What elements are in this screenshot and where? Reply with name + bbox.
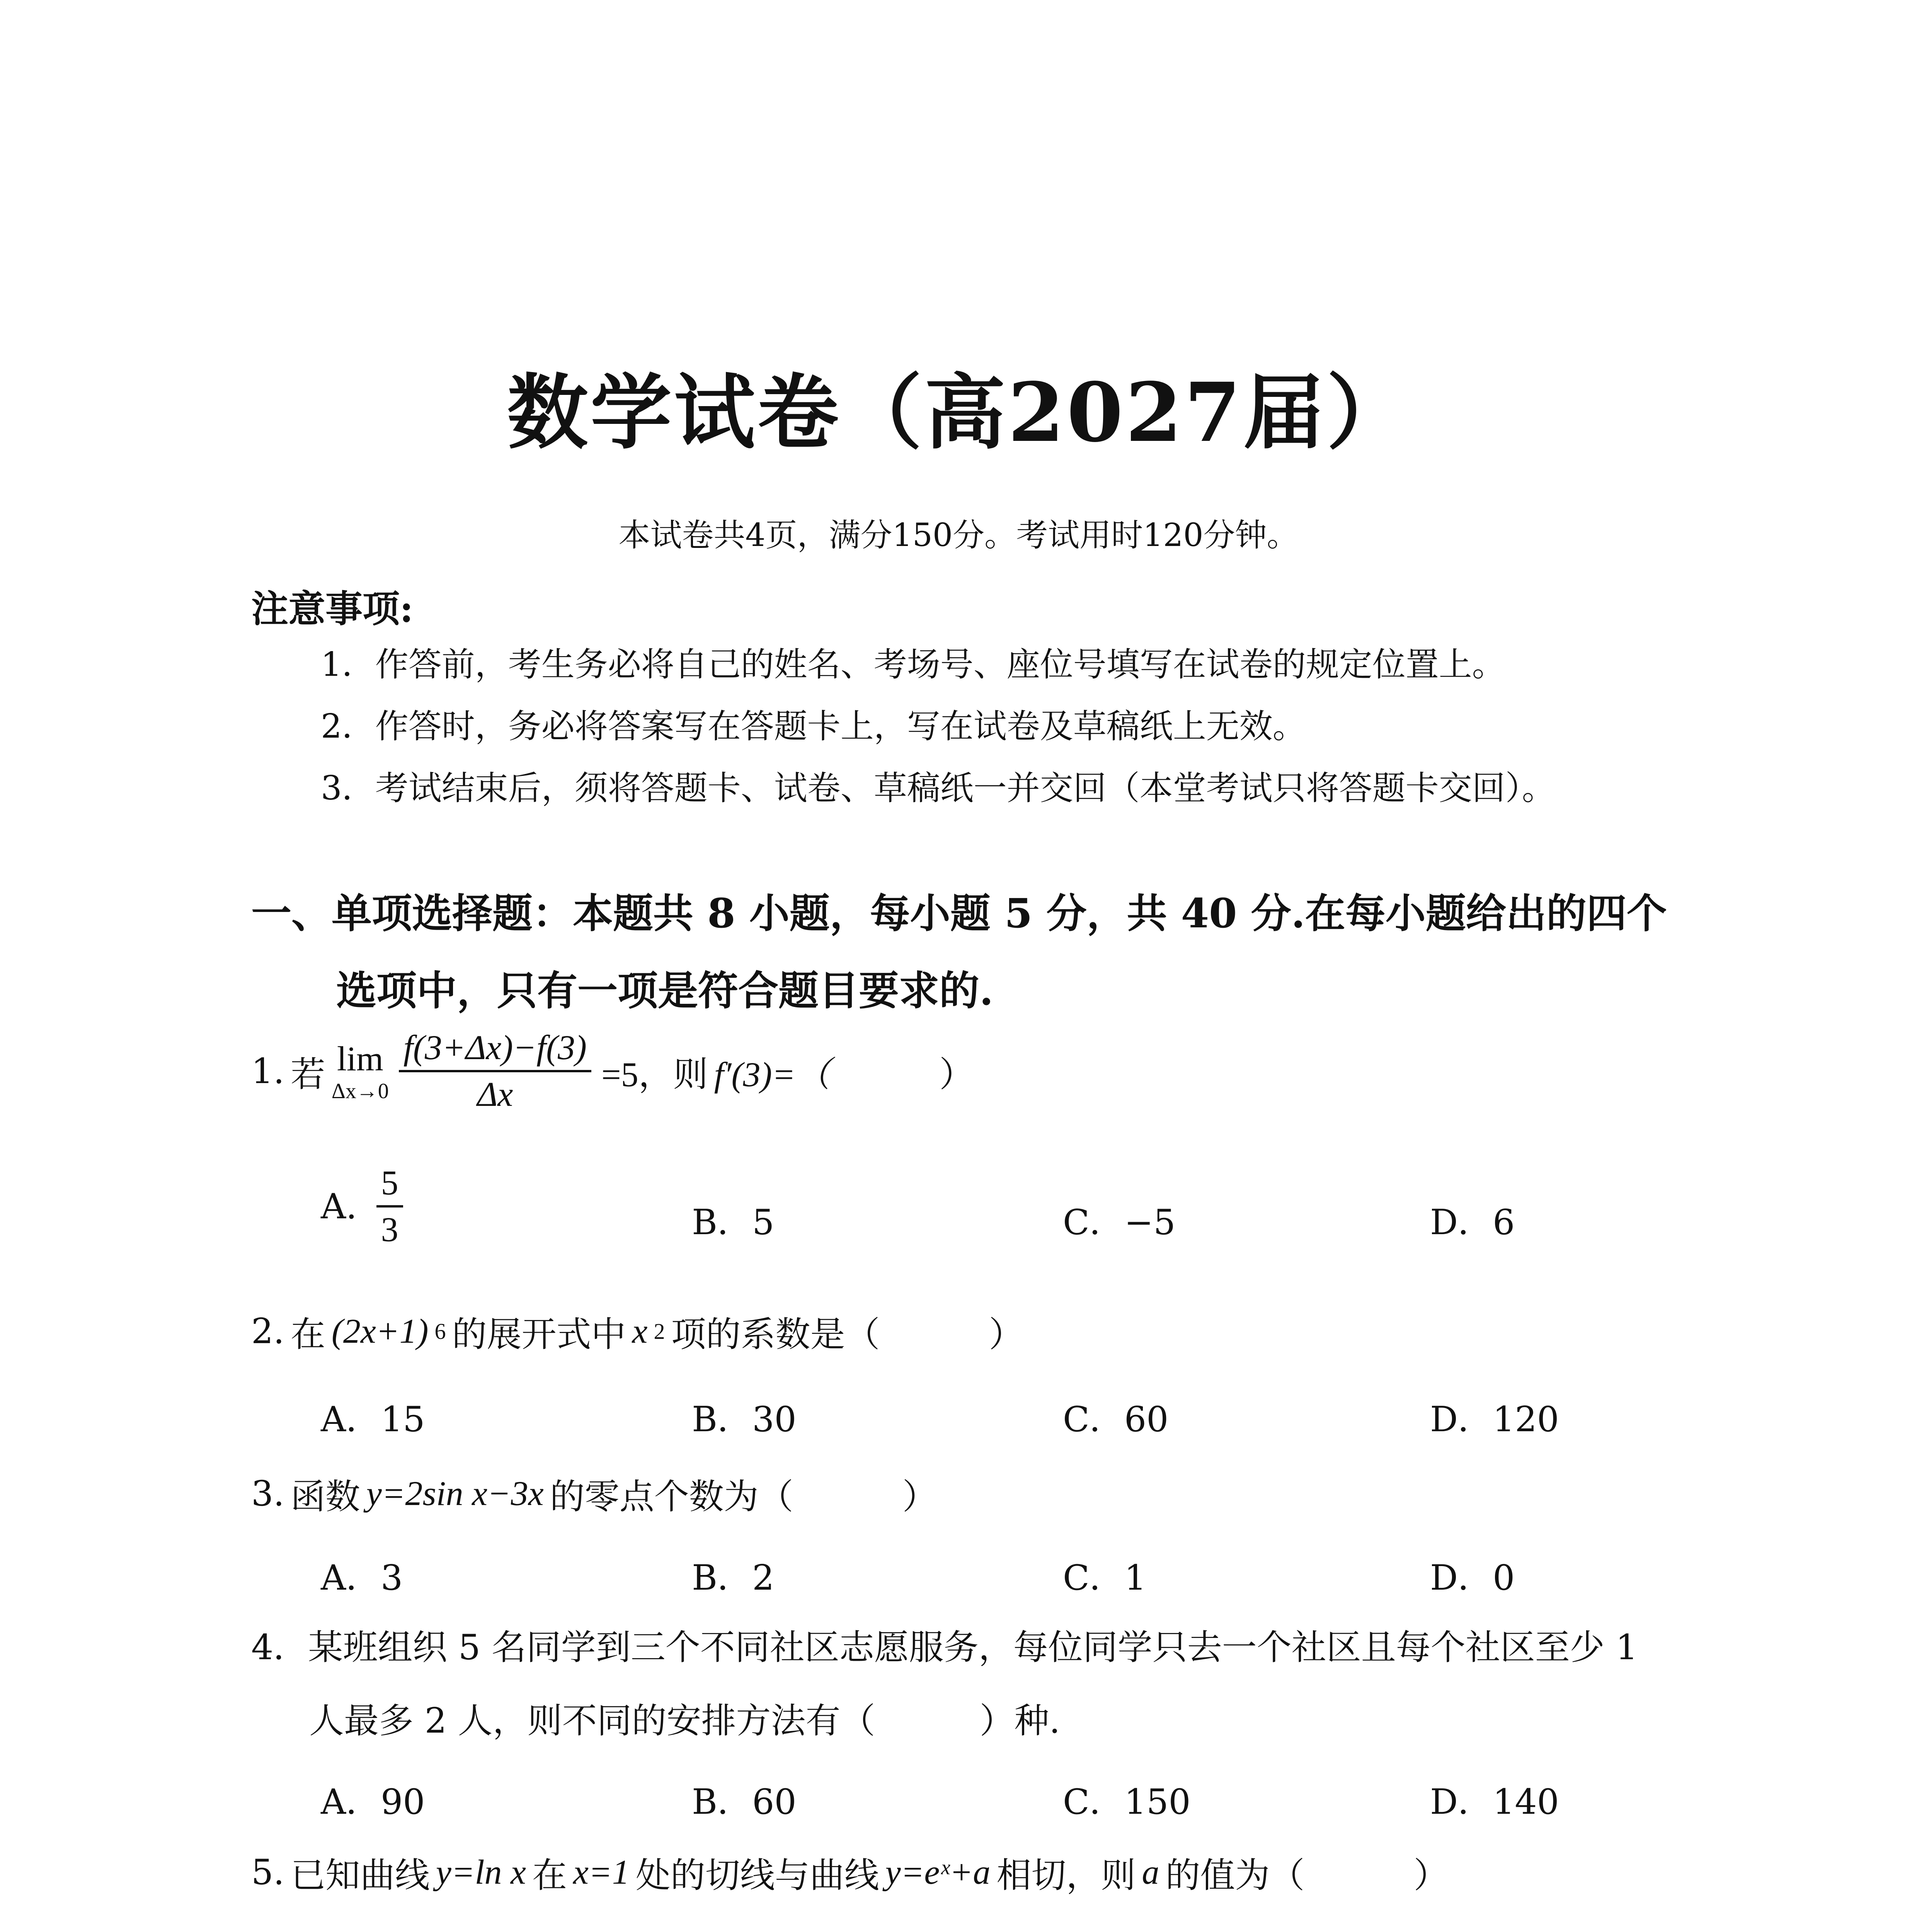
closing-paren: ） [902,1476,937,1517]
option-d: D．0 [1430,1558,1515,1598]
option-a [321,1928,403,1932]
question-number: 2. [251,1311,284,1352]
point-expression: x=1 [573,1853,630,1891]
notice-item-2: 2．作答时，务必将答案写在答题卡上，写在试卷及草稿纸上无效。 [321,707,1306,746]
fraction-numerator: f(3+Δx)−f(3) [403,1029,587,1067]
question-expression: f′(3)=（ [714,1056,831,1094]
option-label: A. [321,1186,357,1227]
question-number: 5. [251,1852,284,1893]
option-b [692,1928,804,1932]
question-2 [251,1306,1023,1356]
question-number: 1. [251,1051,284,1092]
option-fraction [376,1163,403,1250]
curve-2-expression: y=eˣ+a [885,1853,991,1891]
option-b: B．2 [692,1558,775,1598]
question-number: 3. [251,1473,284,1514]
question-text: 项的系数是（ [671,1314,880,1355]
term-exponent: 2 [654,1318,665,1344]
option-c: C．1 [1063,1558,1147,1598]
question-3 [251,1468,937,1519]
question-text: =5，则 [601,1056,708,1094]
binomial-base: (2x+1) [331,1312,429,1350]
question-text: 的值为（ [1165,1855,1305,1896]
question-text: 处的切线与曲线 [635,1855,879,1896]
notice-heading: 注意事项: [251,587,414,631]
question-text: 已知曲线 [290,1855,430,1896]
term-variable: x [632,1312,648,1350]
option-d: D．120 [1430,1399,1559,1440]
section-heading-line2: 选项中，只有一项是符合题目要求的. [336,967,994,1014]
option-c: C．60 [1063,1399,1169,1440]
option-label [1430,1928,1493,1932]
question-text: 在 [532,1855,567,1896]
question-text: 在 [290,1314,325,1355]
option-a: A．15 [321,1399,425,1440]
limit-label: lim [337,1039,383,1078]
page-title: 数学试卷（高2027届） [507,365,1410,460]
limit-operator [332,1039,389,1104]
function-expression: y=2sin x−3x [366,1474,544,1513]
question-text: 函数 [290,1476,360,1517]
option-c [1063,1928,1140,1932]
closing-paren: ） [1413,1855,1449,1896]
question-text: 的零点个数为（ [550,1476,793,1517]
notice-item-3: 3．考试结束后，须将答题卡、试卷、草稿纸一并交回（本堂考试只将答题卡交回）。 [321,769,1555,808]
section-heading-line1: 一、单项选择题：本题共 8 小题，每小题 5 分，共 40 分.在每小题给出的四个 [251,889,1667,937]
question-text: 的展开式中 [452,1314,626,1355]
option-a: A．3 [321,1558,403,1598]
question-text: 相切，则 [996,1855,1136,1896]
question-1 [251,1028,974,1114]
binomial-exponent: 6 [434,1318,446,1344]
option-d [1430,1928,1532,1932]
notice-item-1: 1．作答前，考生务必将自己的姓名、考场号、座位号填写在试卷的规定位置上。 [321,645,1505,684]
question-4-line2: 人最多 2 人，则不同的安排方法有（ ）种. [309,1701,1061,1741]
option-d: D．6 [1430,1202,1515,1243]
option-d: D．140 [1430,1782,1559,1822]
option-b: B．60 [692,1782,797,1822]
question-text: 若 [290,1054,325,1095]
fraction-numerator: 5 [381,1164,398,1202]
limit-subscript: Δx→0 [331,1079,389,1103]
closing-paren: ） [989,1314,1024,1355]
option-a: A．90 [321,1782,425,1822]
parameter-a: a [1142,1853,1159,1891]
option-b: B．5 [692,1202,775,1243]
question-5 [251,1847,1448,1897]
option-b: B．30 [692,1399,797,1440]
option-label [1063,1928,1124,1932]
curve-1-expression: y=ln x [436,1853,526,1891]
fraction-denominator: 3 [381,1211,398,1249]
page-subtitle: 本试卷共4页，满分150分。考试用时120分钟。 [618,517,1299,554]
difference-quotient [399,1028,591,1114]
closing-paren: ） [939,1054,974,1095]
option-c: C．−5 [1063,1202,1176,1243]
fraction-denominator: Δx [477,1075,513,1114]
option-a [321,1163,407,1250]
option-c: C．150 [1063,1782,1191,1822]
question-4-line1: 4．某班组织 5 名同学到三个不同社区志愿服务，每位同学只去一个社区且每个社区至少 1 [251,1627,1638,1668]
